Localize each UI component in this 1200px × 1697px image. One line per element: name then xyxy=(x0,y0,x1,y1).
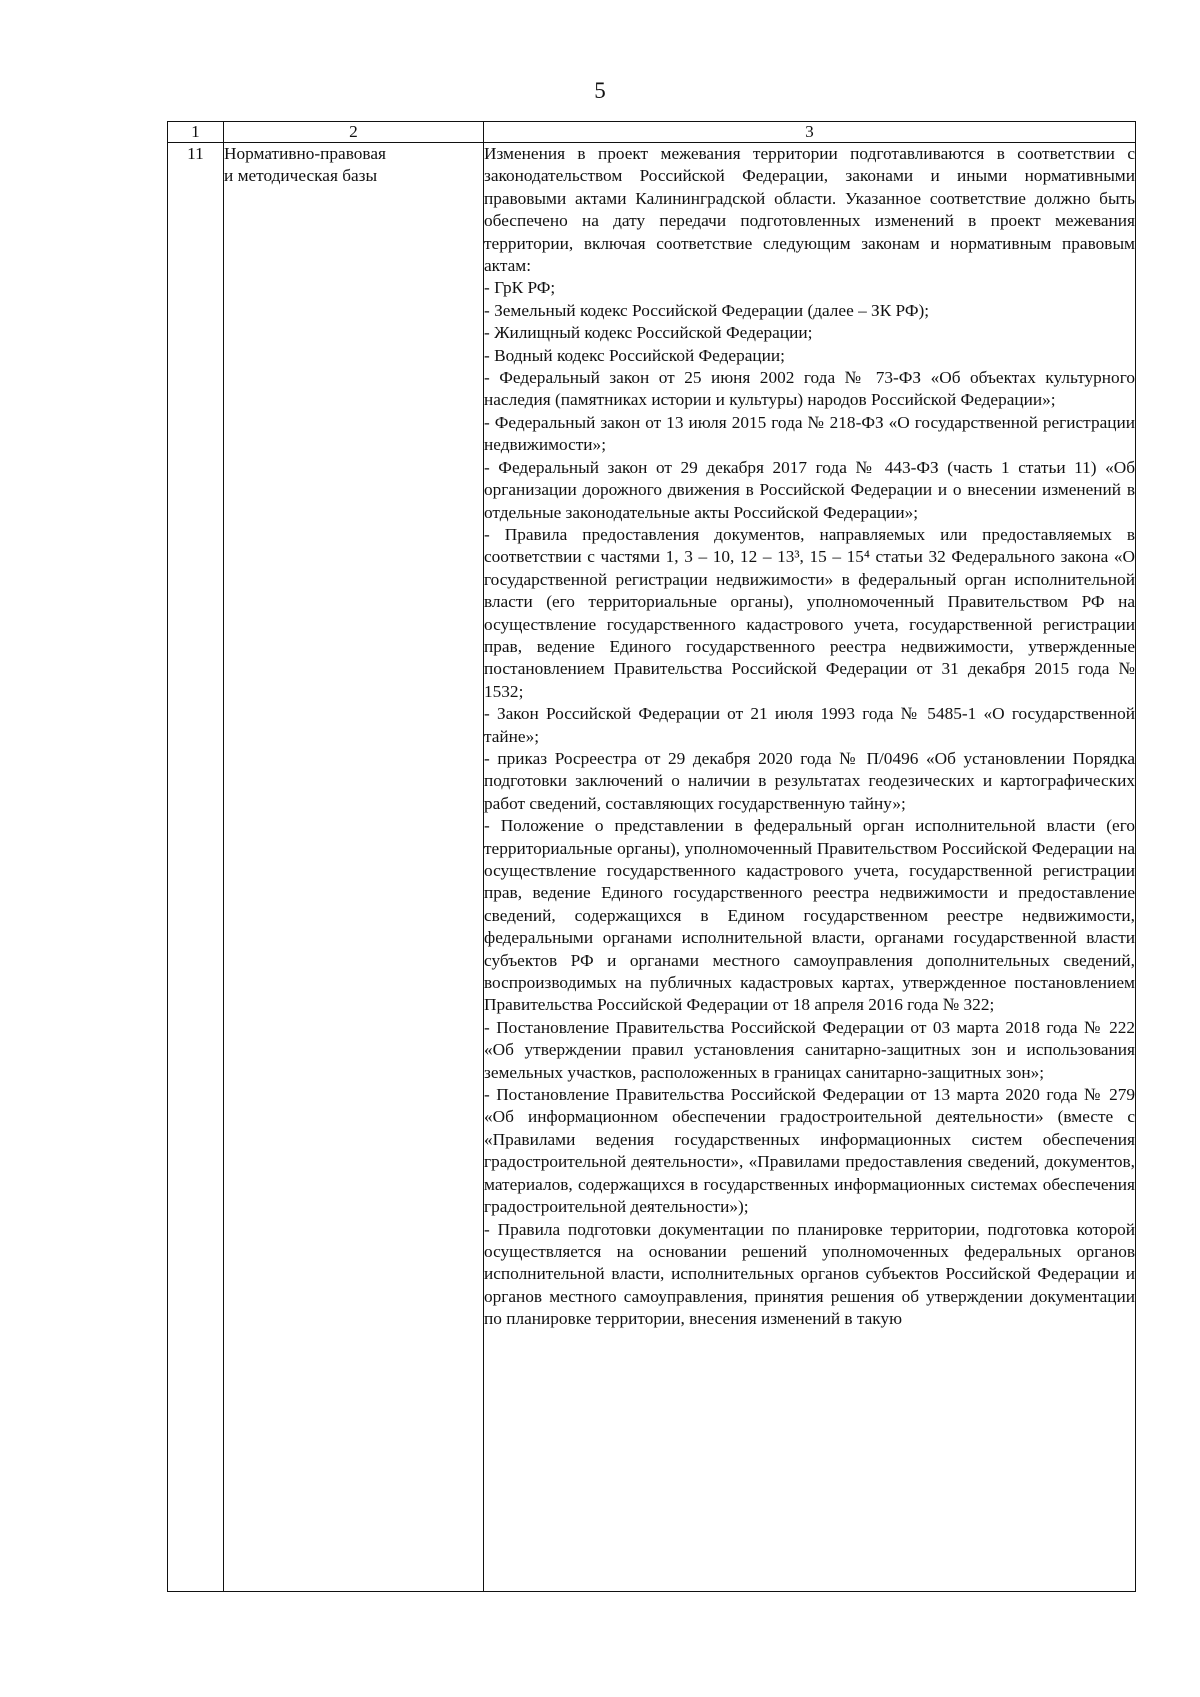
content-list-item: - Жилищный кодекс Российской Федерации; xyxy=(484,323,813,343)
content-list-item: - Постановление Правительства Российской Федерации от 03 марта 2018 года № 222 «Об утверждении правил установления санитарно-защитных зон и использования земельных участков, расположенных в границах санитарно-защитных зон»; xyxy=(484,1017,1135,1082)
column-header-2: 2 xyxy=(224,122,484,143)
requirements-table xyxy=(167,121,1136,1592)
content-list-item: - приказ Росреестра от 29 декабря 2020 года № П/0496 «Об установлении Порядка подготовки заключений о наличии в результатах геодезических и картографических работ сведений, составляющих государственную тайну»; xyxy=(484,748,1135,813)
row-number: 11 xyxy=(168,143,224,1592)
row-name xyxy=(224,143,484,1592)
content-list-item: - Водный кодекс Российской Федерации; xyxy=(484,345,785,365)
row-name-line: Нормативно-правовая xyxy=(224,144,386,163)
content-list-item: - Земельный кодекс Российской Федерации (далее – ЗК РФ); xyxy=(484,300,930,320)
content-list-item: - Постановление Правительства Российской Федерации от 13 марта 2020 года № 279 «Об информационном обеспечении градостроительной деятельности» (вместе с «Правилами ведения государственных информационных систем обеспечения градостроительной деятельности», «Правилами предоставления сведений, документов, материалов, содержащихся в государственных информационных системах обеспечения градостроительной деятельности»); xyxy=(484,1085,1135,1217)
content-list-item: - Федеральный закон от 13 июля 2015 года № 218-ФЗ «О государственной регистрации недвижимости»; xyxy=(484,412,1135,455)
row-content xyxy=(484,143,1136,1592)
content-list-item: - ГрК РФ; xyxy=(484,278,556,298)
column-header-1: 1 xyxy=(168,122,224,143)
content-paragraph: Изменения в проект межевания территории подготавливаются в соответствии с законодательством Российской Федерации, законами и иными нормативными правовыми актами Калининградской области. Указанное соответствие должно быть обеспечено на дату передачи подготовленных изменений в проект межевания территории, включая соответствие следующим законам и нормативным правовым актам: xyxy=(484,144,1135,276)
content-list-item: - Федеральный закон от 25 июня 2002 года № 73-ФЗ «Об объектах культурного наследия (памятниках истории и культуры) народов Российской Федерации»; xyxy=(484,368,1135,410)
content-list-item: - Правила предоставления документов, направляемых или предоставляемых в соответствии с частями 1, 3 – 10, 12 – 13³, 15 – 15⁴ статьи 32 Федерального закона «О государственной регистрации недвижимости» в федеральный орган исполнительной власти (его территориальные органы), уполномоченный Правительством РФ на осуществление государственного кадастрового учета, государственной регистрации прав, ведение Единого государственного реестра недвижимости, утвержденные постановлением Правительства Российской Федерации от 31 декабря 2015 года № 1532; xyxy=(484,524,1135,701)
content-list-item: - Закон Российской Федерации от 21 июля 1993 года № 5485-1 «О государственной тайне»; xyxy=(484,704,1135,746)
content-list-item: - Правила подготовки документации по планировке территории, подготовка которой осуществляется на основании решений уполномоченных федеральных органов исполнительной власти, исполнительных органов субъектов Российской Федерации и органов местного самоуправления, принятия решения об утверждении документации по планировке территории, внесения изменений в такую xyxy=(484,1219,1135,1329)
content-list-item: - Федеральный закон от 29 декабря 2017 года № 443-ФЗ (часть 1 статьи 11) «Об организации дорожного движения в Российской Федерации и о внесении изменений в отдельные законодательные акты Российской Федерации»; xyxy=(484,457,1135,522)
table-header-row xyxy=(168,122,1136,143)
table-row xyxy=(168,143,1136,1592)
content-list-item: - Положение о представлении в федеральный орган исполнительной власти (его территориальные органы), уполномоченный Правительством Российской Федерации на осуществление государственного кадастрового учета, государственной регистрации прав, ведение Единого государственного реестра недвижимости и предоставление сведений, содержащихся в Едином государственном реестре недвижимости, федеральными органами исполнительной власти, органами государственной власти субъектов РФ и органами местного самоуправления дополнительных сведений, воспроизводимых на публичных кадастровых картах, утвержденное постановлением Правительства Российской Федерации от 18 апреля 2016 года № 322; xyxy=(484,816,1135,1015)
page-number: 5 xyxy=(594,78,606,103)
column-header-3: 3 xyxy=(484,122,1136,143)
row-name-line: и методическая базы xyxy=(224,166,378,186)
